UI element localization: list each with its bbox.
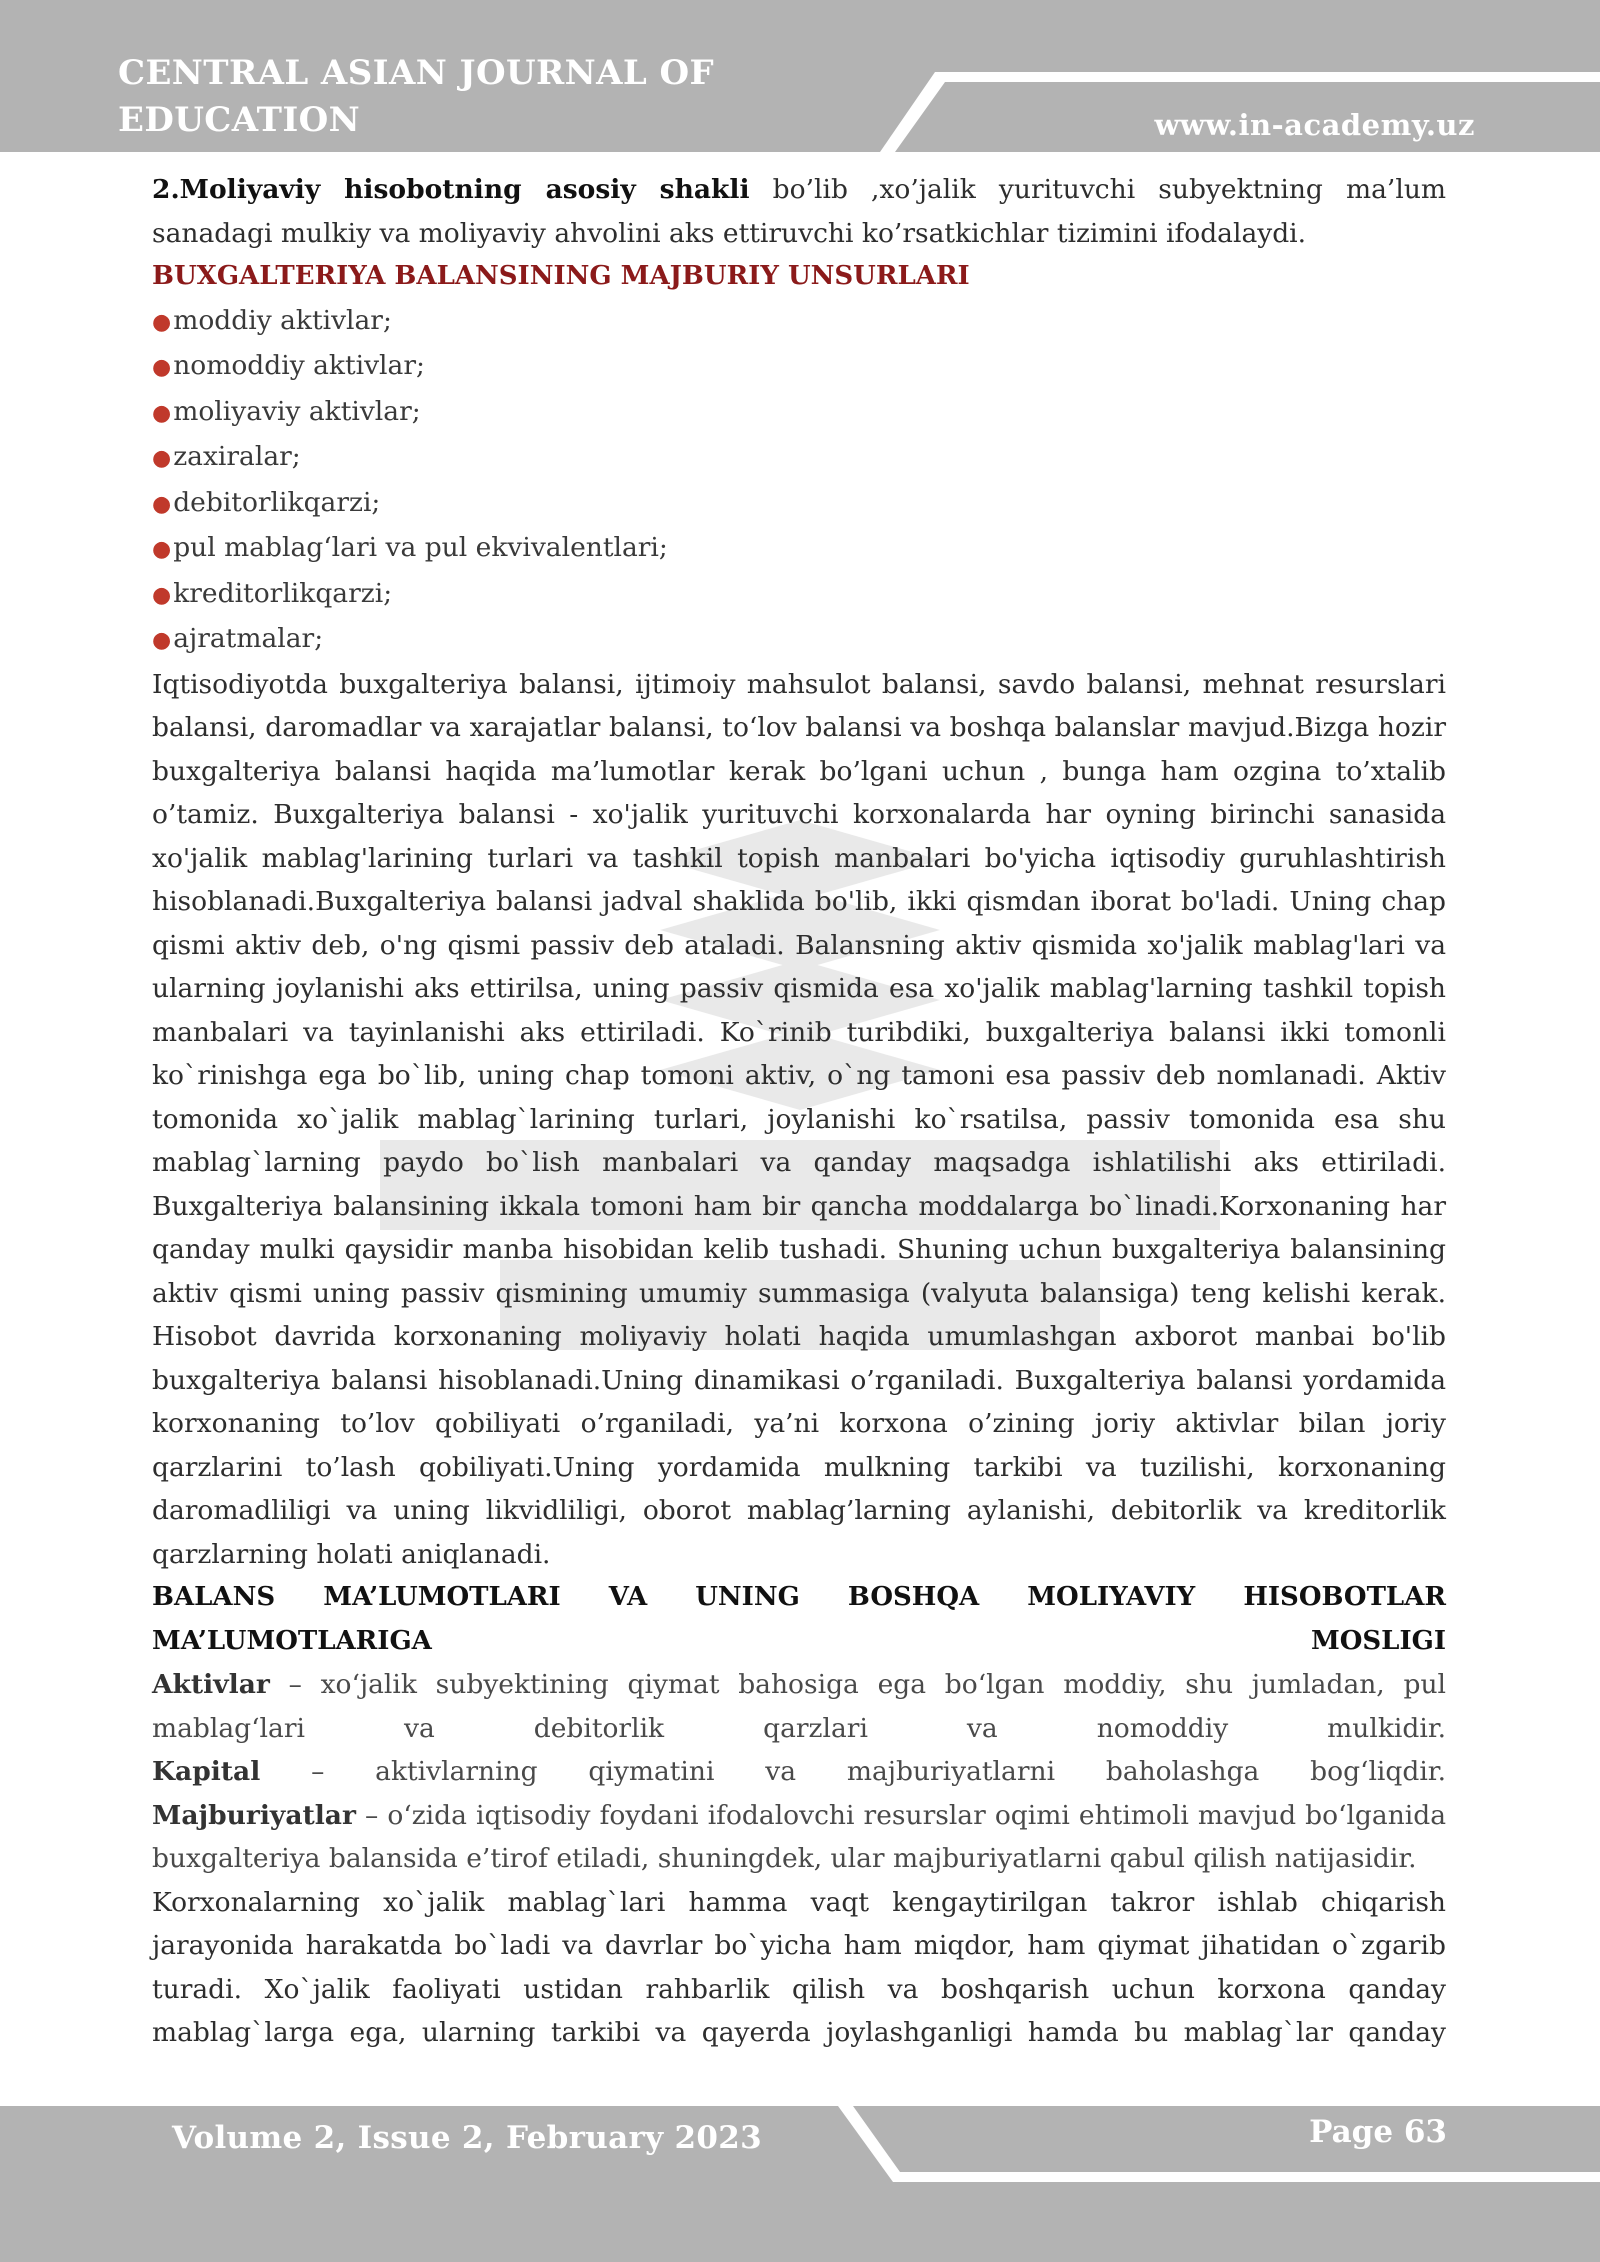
intro-lead: 2.Moliyaviy hisobotning asosiy shakli	[152, 174, 750, 205]
aktivlar-definition	[152, 1663, 1446, 1750]
intro-paragraph	[152, 168, 1446, 255]
list-item	[152, 617, 1446, 663]
journal-url[interactable]: www.in-academy.uz	[1154, 108, 1475, 142]
kapital-term: Kapital	[152, 1756, 261, 1787]
bullet-icon: ●	[152, 400, 172, 426]
majburiyatlar-text: – o‘zida iqtisodiy foydani ifodalovchi resurslar oqimi ehtimoli mavjud bo‘lganida buxgalteriya balansida e’tirof etiladi, shuningdek, ular majburiyatlarni qabul qilish natijasidir.	[152, 1799, 1446, 1874]
bullet-icon: ●	[152, 582, 172, 608]
bullet-icon: ●	[152, 355, 172, 380]
bullet-icon: ●	[152, 537, 172, 562]
majburiyatlar-term: Majburiyatlar	[152, 1799, 356, 1831]
bullet-list	[152, 299, 1446, 663]
section-heading-unsurlari: BUXGALTERIYA BALANSINING MAJBURIY UNSURLARI	[152, 261, 970, 291]
list-item-text: moliyaviy aktivlar;	[173, 395, 421, 427]
aktivlar-text: – xo‘jalik subyektining qiymat bahosiga ega bo‘lgan moddiy, shu jumladan, pul mablag‘lari va debitorlik qarzlari va nomoddiy mulkidir.	[152, 1669, 1446, 1744]
bullet-icon: ●	[152, 628, 172, 653]
list-item	[152, 572, 1446, 618]
list-item	[152, 435, 1446, 481]
issue-info: Volume 2, Issue 2, February 2023	[172, 2120, 762, 2156]
section-heading-balans-line2: MA’LUMOTLARIGA MOSLIGI	[152, 1625, 1446, 1656]
kapital-definition	[152, 1750, 1446, 1794]
list-item-text: zaxiralar;	[173, 441, 301, 472]
list-item-text: ajratmalar;	[173, 623, 324, 654]
bullet-icon: ●	[152, 446, 172, 471]
closing-paragraph: Korxonalarning xo`jalik mablag`lari hamma vaqt kengaytirilgan takror ishlab chiqarish jarayonida harakatda bo`ladi va davrlar bo`yicha ham miqdor, ham qiymat jihatidan o`zgarib turadi. Xo`jalik faoliyati ustidan rahbarlik qilish va boshqarish uchun korxona qanday mablag`larga ega, ularning tarkibi va qayerda joylashganligi hamda bu mablag`lar qanday	[152, 1886, 1446, 2048]
list-item	[152, 526, 1446, 572]
aktivlar-term: Aktivlar	[152, 1669, 270, 1700]
majburiyatlar-definition	[152, 1794, 1446, 1881]
list-item-text: kreditorlikqarzi;	[173, 577, 393, 609]
journal-title-line2: AND INNOVATION	[118, 147, 480, 187]
list-item	[152, 481, 1446, 527]
page-number: Page 63	[1309, 2114, 1447, 2150]
journal-title-line1: CENTRAL ASIAN JOURNAL OF EDUCATION	[118, 53, 715, 140]
bullet-icon: ●	[152, 309, 172, 335]
intro-text: bo’lib ,xo’jalik yurituvchi subyektning ma’lum sanadagi mulkiy va moliyaviy ahvolini aks ettiruvchi ko’rsatkichlar tizimini ifodalaydi.	[152, 174, 1447, 249]
bullet-icon: ●	[152, 491, 172, 517]
article-body	[152, 168, 1446, 2055]
list-item-text: nomoddiy aktivlar;	[173, 350, 425, 381]
list-item-text: pul mablag‘lari va pul ekvivalentlari;	[173, 532, 668, 563]
balance-paragraph: Iqtisodiyotda buxgalteriya balansi, ijtimoiy mahsulot balansi, savdo balansi, mehnat resurslari balansi, daromadlar va xarajatlar balansi, to‘lov balansi va boshqa balanslar mavjud.Bizga hozir buxgalteriya balansi haqida ma’lumotlar kerak bo’lgani uchun , bunga ham ozgina to’xtalib o’tamiz. Buxgalteriya balansi - xo'jalik yurituvchi korxonalarda har oyning birinchi sanasida xo'jalik mablag'larining turlari va tashkil topish manbalari bo'yicha iqtisodiy guruhlashtirish hisoblanadi.Buxgalteriya balansi jadval shaklida bo'lib, ikki qismdan iborat bo'ladi. Uning chap qismi aktiv deb, o'ng qismi passiv deb ataladi. Balansning aktiv qismida xo'jalik mablag'lari va ularning joylanishi aks ettirilsa, uning passiv qismida esa xo'jalik mablag'larning tashkil topish manbalari va tayinlanishi aks ettiriladi. Ko`rinib turibdiki, buxgalteriya balansi ikki tomonli ko`rinishga ega bo`lib, uning chap tomoni aktiv, o`ng tamoni esa passiv deb nomlanadi. Aktiv tomonida xo`jalik mablag`larining turlari, joylanishi ko`rsatilsa, passiv tomonida esa shu mablag`larning paydo bo`lish manbalari va qanday maqsadga ishlatilishi aks ettiriladi. Buxgalteriya balansining ikkala tomoni ham bir qancha moddalarga bo`linadi.Korxonaning har qanday mulki qaysidir manba hisobidan kelib tushadi. Shuning uchun buxgalteriya balansining aktiv qismi uning passiv qismining umumiy summasiga (valyuta balansiga) teng kelishi kerak. Hisobot davrida korxonaning moliyaviy holati haqida umumlashgan axborot manbai bo'lib buxgalteriya balansi hisoblanadi.Uning dinamikasi o’rganiladi. Buxgalteriya balansi yordamida korxonaning to’lov qobiliyati o’rganiladi, ya’ni korxona o’zining joriy aktivlar bilan joriy qarzlarini to’lash qobiliyati.Uning yordamida mulkning tarkibi va tuzilishi, korxonaning daromadliligi va uning likvidliligi, oborot mablag’larning aylanishi, debitorlik va kreditorlik qarzlarning holati aniqlanadi.	[152, 668, 1446, 1570]
list-item	[152, 344, 1446, 390]
section-heading-balans-line1: BALANS MA’LUMOTLARI VA UNING BOSHQA MOLIYAVIY HISOBOTLAR	[152, 1582, 1446, 1612]
list-item	[152, 299, 1446, 345]
list-item-text: moddiy aktivlar;	[173, 304, 392, 336]
kapital-text: – aktivlarning qiymatini va majburiyatlarni baholashga bog‘liqdir.	[260, 1756, 1446, 1787]
list-item-text: debitorlikqarzi;	[173, 486, 381, 518]
list-item	[152, 390, 1446, 436]
